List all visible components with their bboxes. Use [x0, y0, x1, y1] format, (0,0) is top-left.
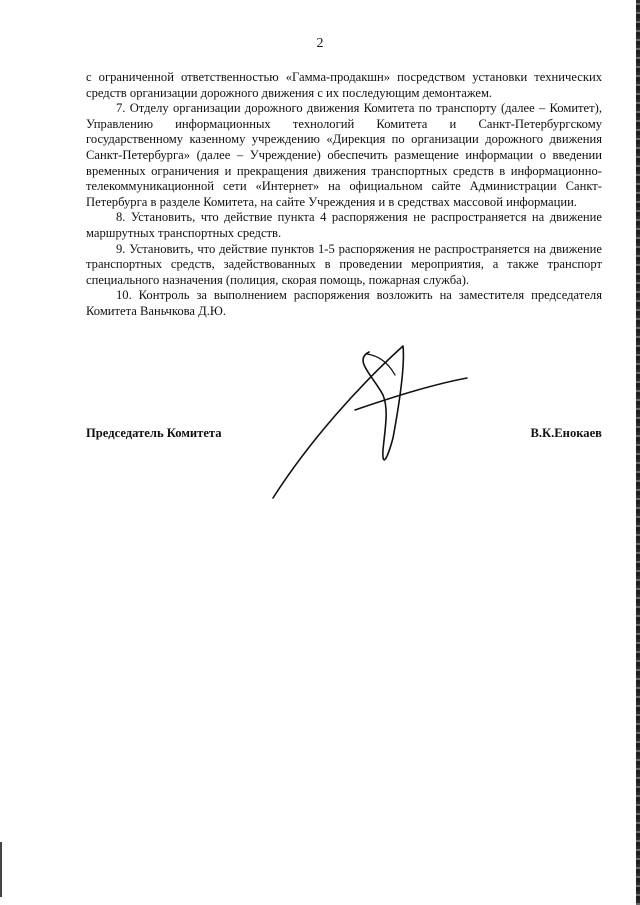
paragraph-item-8: 8. Установить, что действие пункта 4 распоряжения не распространяется на движение маршрутных транспортных средств.: [86, 210, 602, 240]
paragraph-item-9: 9. Установить, что действие пунктов 1-5 распоряжения не распространяется на движение транспортных средств, задействованных в проведении мероприятия, а также транспорт специального назначения (полиция, скорая помощь, пожарная служба).: [86, 241, 602, 287]
paragraph-item-10: 10. Контроль за выполнением распоряжения возложить на заместителя председателя Комитета Ваньчкова Д.Ю.: [86, 288, 602, 318]
scan-edge-right: [636, 0, 640, 905]
handwritten-signature: [255, 340, 475, 505]
paragraph-item-7: 7. Отделу организации дорожного движения Комитета по транспорту (далее – Комитет), Управлению информационных технологий Комитета и Санкт-Петербургскому государственному казенному учреждению «Дирекция по организации дорожного движения Санкт-Петербурга» (далее – Учреждение) обеспечить размещение информации о введении временных ограничения и прекращения движения транспортных средств в информационно-телекоммуникационной сети «Интернет» на официальном сайте Администрации Санкт-Петербурга в разделе Комитета, на сайте Учреждения и в средствах массовой информации.: [86, 101, 602, 209]
scan-edge-left: [0, 842, 2, 897]
page-number: 2: [316, 36, 324, 51]
body-text: [86, 70, 602, 320]
paragraph-continuation: с ограниченной ответственностью «Гамма-продакшн» посредством установки технических средств организации дорожного движения с их последующим демонтажем.: [86, 70, 602, 100]
signatory-title: Председатель Комитета: [86, 426, 222, 440]
signatory-name: В.К.Енокаев: [530, 426, 602, 440]
